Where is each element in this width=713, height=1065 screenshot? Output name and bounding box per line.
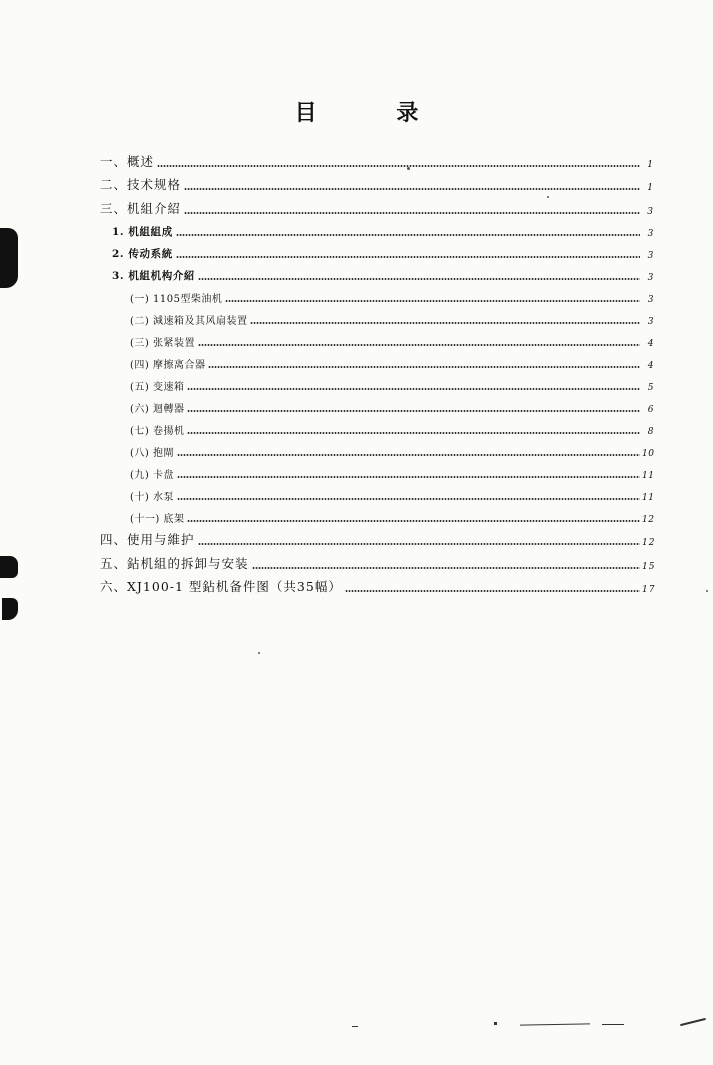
- toc-entry-label: 五、鉆机組的拆卸与安装: [100, 555, 249, 571]
- leader-dots: [177, 498, 640, 500]
- toc-entry-label: 3. 机組机构介紹: [112, 269, 196, 282]
- toc-entry: [100, 349, 654, 371]
- toc-entry: [100, 525, 654, 549]
- toc-entry-page: 3: [647, 294, 654, 305]
- toc-entry-label: (三) 张紧装置: [130, 337, 195, 349]
- toc-entry-label: (七) 卷揚机: [130, 425, 185, 437]
- scan-smudge: [602, 1024, 624, 1025]
- toc-entry-page: 12: [642, 514, 655, 525]
- scan-mark-middle-left: [0, 556, 18, 578]
- toc-entry: [100, 393, 654, 415]
- leader-dots: [225, 300, 640, 302]
- leader-dots: [176, 256, 640, 258]
- toc-entry-label: (六) 迴轉器: [130, 403, 185, 415]
- leader-dots: [198, 278, 640, 280]
- toc-entry-label: (九) 卡盘: [130, 469, 174, 481]
- toc-entry-label: 六、XJ100-1 型鉆机备件图（共35幅）: [100, 579, 342, 594]
- toc-entry-page: 3: [647, 206, 654, 217]
- toc-entry-page: 6: [647, 404, 654, 415]
- toc-entry: [100, 548, 654, 572]
- toc-entry: [100, 572, 654, 596]
- leader-dots: [198, 543, 640, 545]
- toc-entry: [100, 239, 654, 261]
- toc-entry-label: (十一) 底架: [130, 513, 185, 525]
- leader-dots: [187, 388, 640, 390]
- leader-dots: [252, 567, 640, 569]
- toc-entry: [100, 283, 654, 305]
- toc-entry-label: (四) 摩擦离合器: [130, 359, 206, 371]
- scan-speck: [258, 652, 260, 654]
- toc-entry-page: 12: [642, 538, 656, 548]
- toc-entry-page: 17: [642, 585, 656, 595]
- toc-entry: [100, 305, 654, 327]
- toc-entry: [100, 371, 654, 393]
- toc-entry: [100, 327, 654, 349]
- leader-dots: [157, 165, 640, 167]
- toc-entry: [100, 459, 654, 481]
- leader-dots: [184, 212, 640, 214]
- toc-entry-label: 2. 传动系統: [112, 247, 173, 260]
- toc-entry: [100, 170, 654, 194]
- toc-entry-page: 3: [647, 228, 654, 239]
- scan-smudge: [520, 1023, 590, 1025]
- toc-entry-page: 11: [642, 492, 655, 503]
- page-title: 目 录: [294, 100, 455, 126]
- toc-entry: [100, 415, 654, 437]
- leader-dots: [177, 476, 640, 478]
- scan-smudge: [680, 1018, 706, 1026]
- leader-dots: [187, 410, 640, 412]
- toc-entry-label: 三、机組介紹: [100, 200, 182, 216]
- toc-entry-label: 1. 机組組成: [112, 225, 173, 238]
- toc-entry-page: 3: [647, 316, 654, 327]
- scan-mark-middle-left-lower: [2, 598, 18, 620]
- scan-speck: [407, 167, 410, 170]
- toc-entry-page: 5: [647, 382, 654, 393]
- toc-entry-page: 1: [647, 183, 654, 193]
- scan-smudge: [494, 1022, 497, 1025]
- toc-entry-page: 10: [642, 448, 655, 459]
- toc-entry: [100, 437, 654, 459]
- toc-entry-page: 4: [647, 360, 654, 371]
- leader-dots: [208, 366, 640, 368]
- leader-dots: [250, 322, 640, 324]
- toc-entry-page: 11: [642, 470, 655, 481]
- toc-entry: [100, 193, 654, 217]
- leader-dots: [187, 520, 640, 522]
- toc-entry: [100, 146, 654, 170]
- toc-entry-page: 3: [647, 250, 654, 261]
- scan-speck: [547, 196, 549, 198]
- toc-entry-page: 8: [647, 426, 654, 437]
- toc-entry-label: (十) 水泵: [130, 491, 174, 503]
- toc-entry-page: 15: [642, 561, 656, 572]
- toc-entry-label: (八) 抱閘: [130, 447, 174, 459]
- toc-entry-page: 3: [647, 272, 654, 283]
- toc-entry-page: 4: [647, 338, 654, 349]
- toc-entry-page: 1: [647, 159, 654, 170]
- scan-mark-top-left: [0, 228, 18, 288]
- leader-dots: [198, 344, 640, 346]
- table-of-contents: [100, 146, 654, 595]
- scan-smudge: [352, 1026, 358, 1027]
- toc-entry: [100, 503, 654, 525]
- toc-entry-label: (五) 变速箱: [130, 381, 185, 393]
- toc-entry: [100, 481, 654, 503]
- toc-entry-label: 二、技术规格: [100, 177, 182, 192]
- toc-entry-label: (二) 減速箱及其风扇装置: [130, 315, 248, 327]
- leader-dots: [187, 432, 640, 434]
- leader-dots: [176, 234, 640, 236]
- scan-speck: [706, 590, 708, 592]
- toc-entry-label: (一) 1105型柴油机: [130, 293, 223, 305]
- leader-dots: [184, 188, 640, 190]
- leader-dots: [345, 590, 640, 592]
- toc-entry: [100, 217, 654, 239]
- toc-entry-label: 四、使用与維护: [100, 532, 195, 547]
- toc-entry: [100, 261, 654, 283]
- toc-entry-label: 一、概述: [100, 153, 155, 169]
- leader-dots: [177, 454, 640, 456]
